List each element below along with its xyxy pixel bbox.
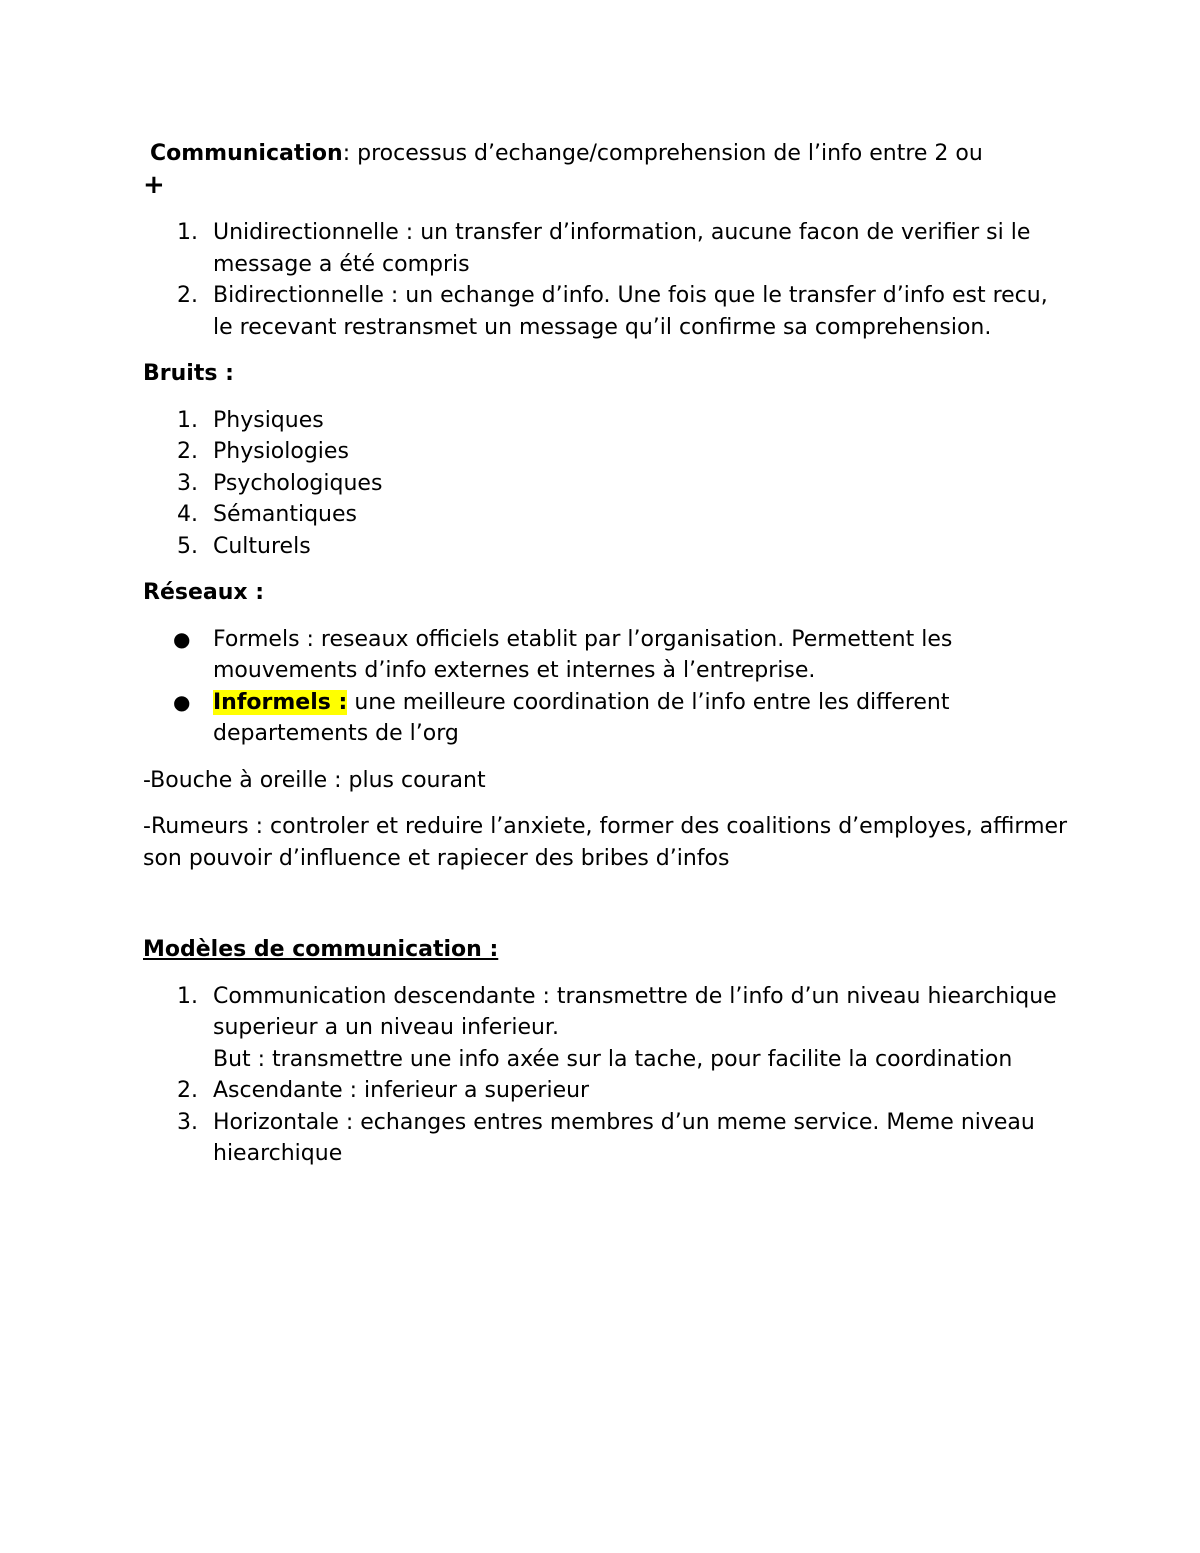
- list-item: [143, 1075, 1073, 1107]
- list-item-text: Culturels: [213, 533, 311, 559]
- communication-types-list: [143, 217, 1073, 343]
- list-item: [143, 981, 1073, 1076]
- list-number: 5.: [177, 533, 198, 559]
- list-number: 3.: [177, 470, 198, 496]
- document-page: [143, 138, 1073, 1170]
- intro-plus: +: [143, 169, 165, 200]
- list-item-text: Communication descendante : transmettre de l’info d’un niveau hiearchique superieur a un niveau inferieur.: [213, 983, 1057, 1040]
- list-item-text: Horizontale : echanges entres membres d’un meme service. Meme niveau hiearchique: [213, 1109, 1035, 1166]
- bullet-icon: ●: [173, 689, 191, 714]
- informels-text: une meilleure coordination de l’info entre les different departements de l’org: [213, 689, 950, 746]
- list-item: [143, 280, 1073, 343]
- reseaux-heading: [143, 577, 1073, 609]
- intro-paragraph: [143, 138, 1073, 202]
- reseaux-list: [143, 624, 1073, 750]
- list-number: 2.: [177, 439, 198, 464]
- list-item: [143, 1107, 1073, 1170]
- list-number: 3.: [177, 1109, 198, 1135]
- list-number: 4.: [177, 502, 198, 527]
- informels-label: Informels :: [213, 689, 348, 715]
- bullet-icon: ●: [173, 626, 191, 651]
- list-number: 2.: [177, 1078, 198, 1103]
- bruits-heading-text: Bruits :: [143, 361, 234, 386]
- modeles-heading: [143, 934, 1073, 966]
- list-number: 1.: [177, 220, 198, 245]
- list-item-text: Physiques: [213, 407, 324, 433]
- list-item-text: Physiologies: [213, 439, 349, 464]
- list-number: 2.: [177, 283, 198, 308]
- bruits-heading: [143, 358, 1073, 390]
- list-item: [143, 624, 1073, 687]
- list-item: [143, 405, 1073, 437]
- list-item: [143, 687, 1073, 750]
- modeles-heading-text: Modèles de communication :: [143, 937, 499, 962]
- list-item: [143, 436, 1073, 468]
- list-item: [143, 531, 1073, 563]
- list-item-text: Unidirectionnelle : un transfer d’information, aucune facon de verifier si le message a été compris: [213, 220, 1031, 277]
- rumeurs-paragraph: -Rumeurs : controler et reduire l’anxiete, former des coalitions d’employes, affirmer son pouvoir d’influence et rapiecer des bribes d’infos: [143, 814, 1068, 871]
- list-item-text: Ascendante : inferieur a superieur: [213, 1078, 590, 1103]
- list-item-text: Bidirectionnelle : un echange d’info. Une fois que le transfer d’info est recu, le recevant restransmet un message qu’il confirme sa comprehension.: [213, 283, 1048, 340]
- list-item: [143, 468, 1073, 500]
- formels-text: Formels : reseaux officiels etablit par l’organisation. Permettent les mouvements d’info externes et internes à l’entreprise.: [213, 626, 953, 683]
- list-item-text: Psychologiques: [213, 470, 383, 496]
- list-number: 1.: [177, 407, 198, 433]
- intro-term: Communication: [150, 141, 343, 166]
- reseaux-heading-text: Réseaux :: [143, 580, 265, 605]
- bruits-list: [143, 405, 1073, 563]
- intro-definition: : processus d’echange/comprehension de l’info entre 2 ou: [342, 141, 983, 166]
- list-item: [143, 499, 1073, 531]
- list-number: 1.: [177, 983, 198, 1009]
- modeles-list: [143, 981, 1073, 1170]
- list-item: [143, 217, 1073, 280]
- list-item-text: Sémantiques: [213, 502, 357, 527]
- list-item-extra: But : transmettre une info axée sur la tache, pour facilite la coordination: [213, 1046, 1013, 1072]
- bouche-paragraph: -Bouche à oreille : plus courant: [143, 767, 486, 793]
